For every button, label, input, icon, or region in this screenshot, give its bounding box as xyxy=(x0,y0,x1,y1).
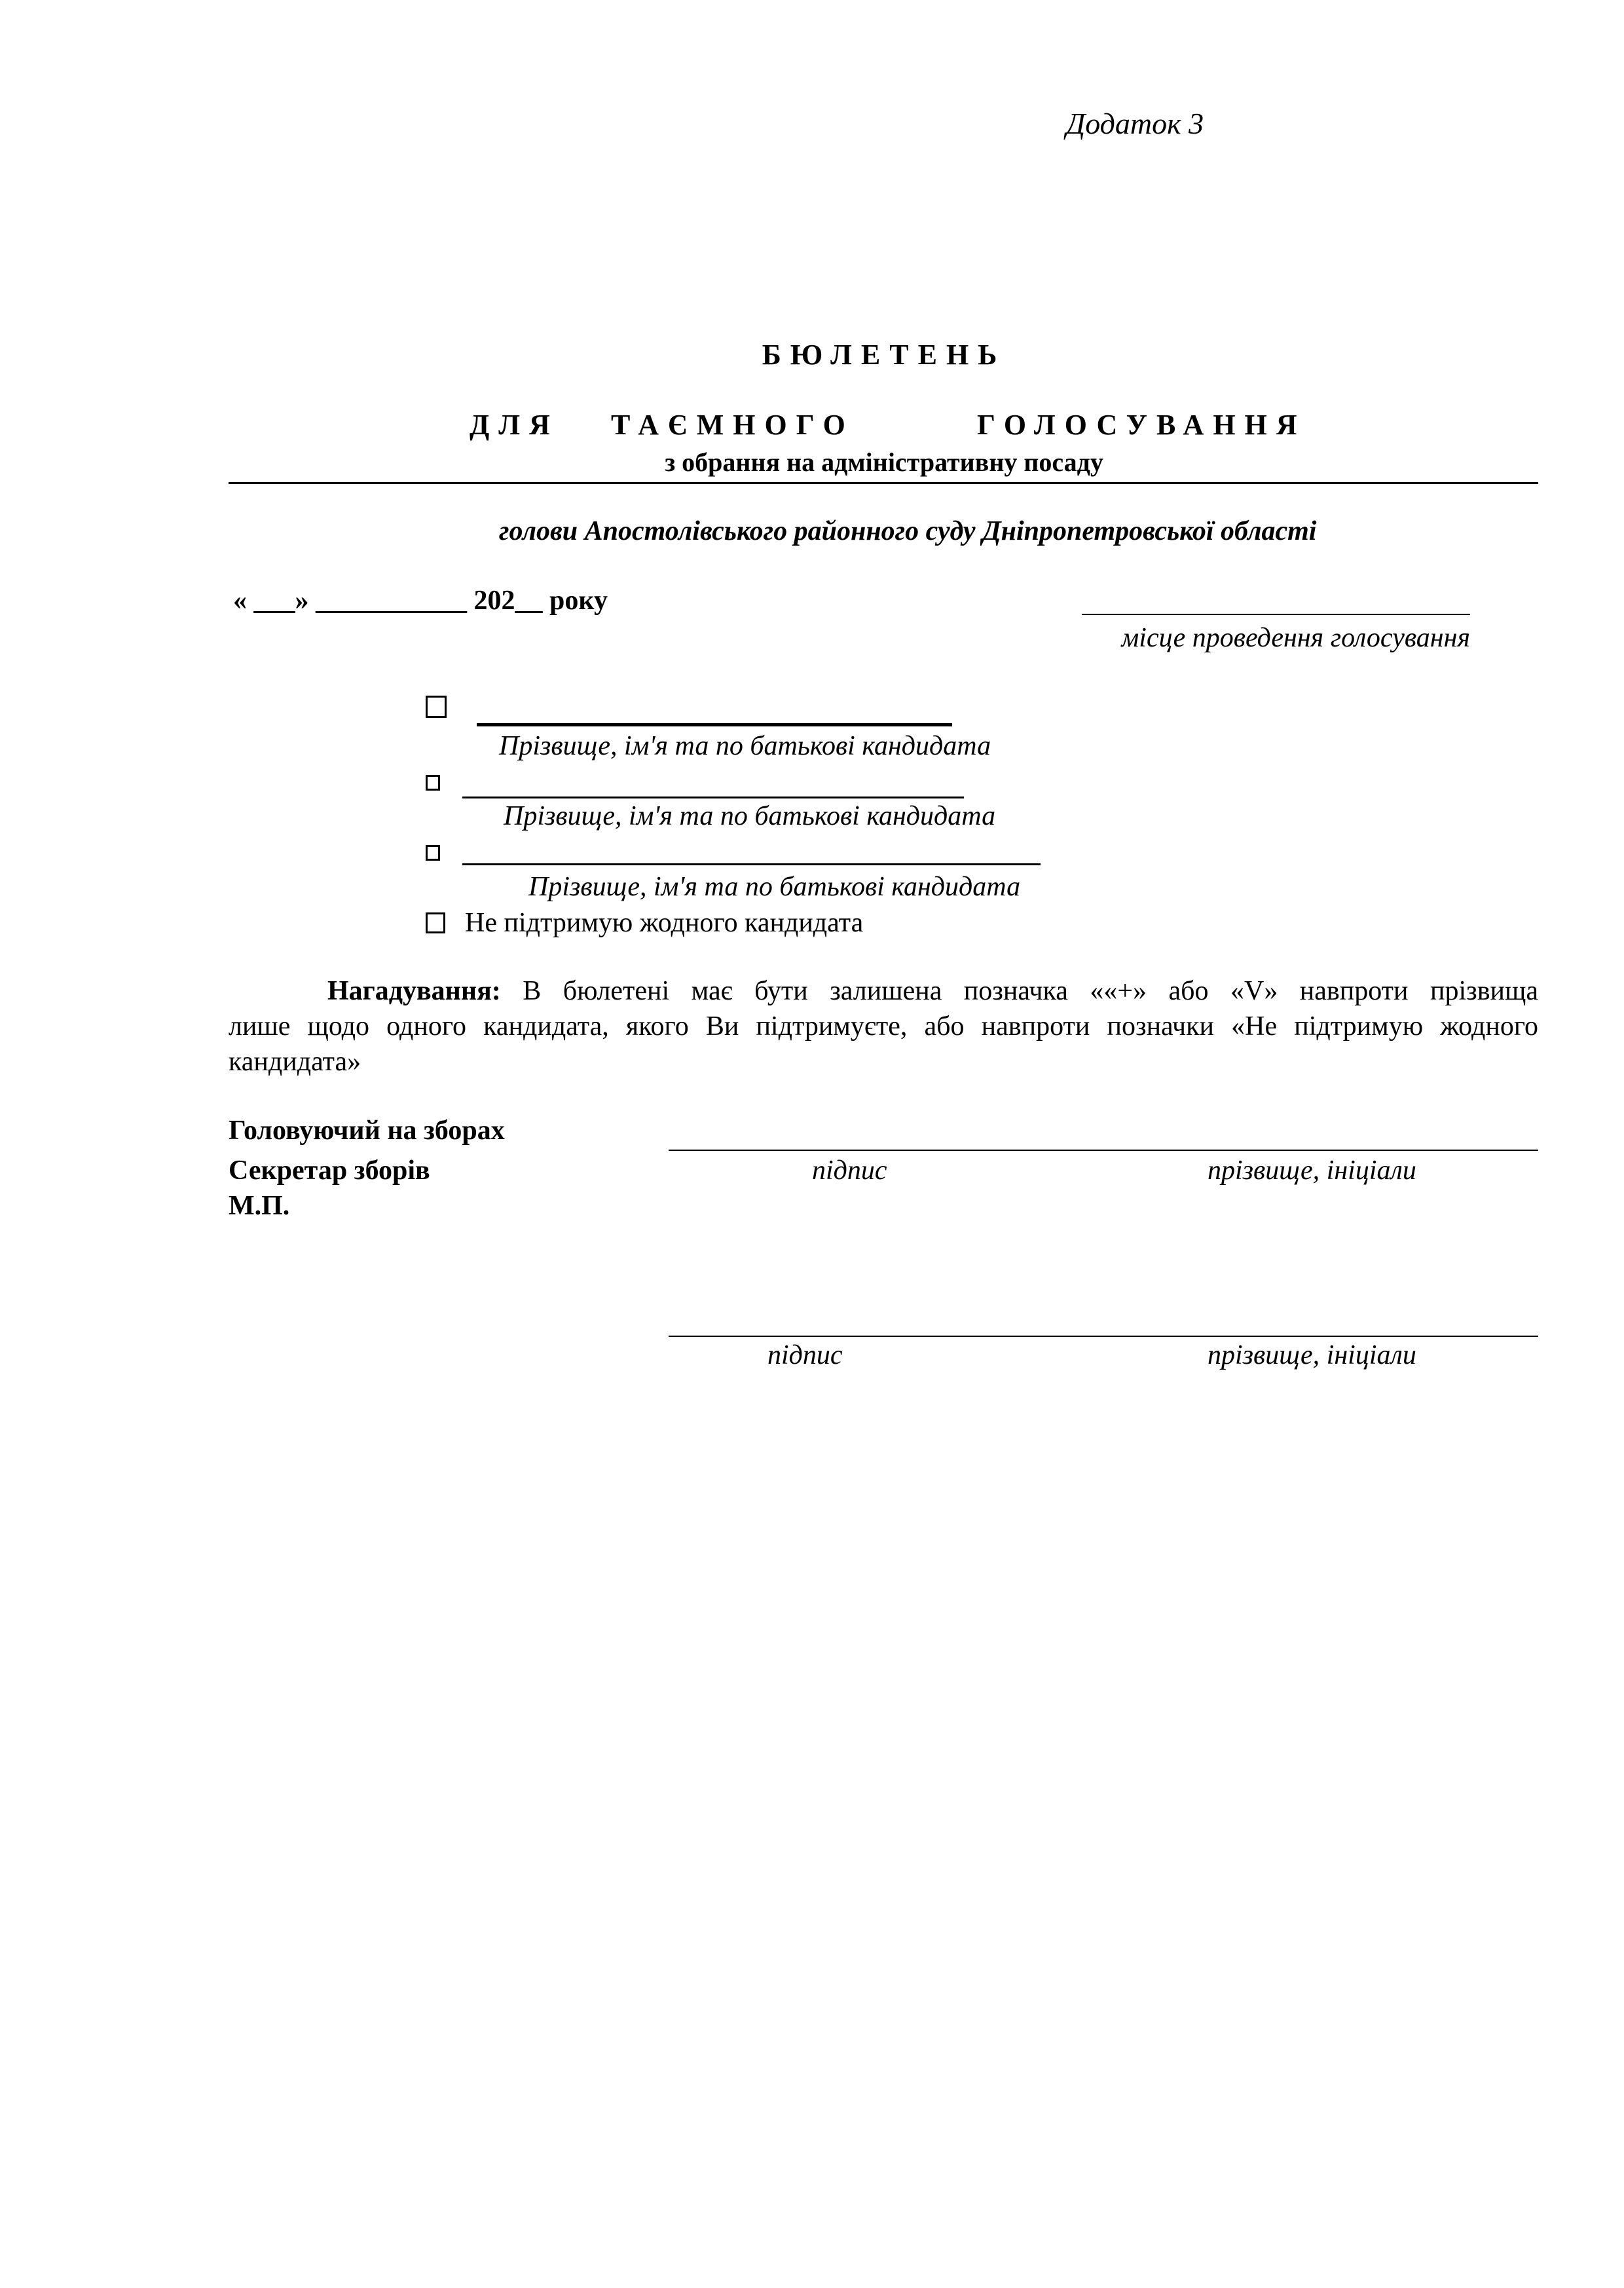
secretary-label: Секретар зборів xyxy=(229,1155,430,1186)
subtitle-word-1: ДЛЯ xyxy=(470,409,559,441)
place-field-line[interactable] xyxy=(1082,614,1470,615)
subtitle-word-3: ГОЛОСУВАННЯ xyxy=(977,409,1306,441)
date-year-word: року xyxy=(549,586,608,616)
candidate-2-checkbox[interactable] xyxy=(426,775,440,791)
date-year: 202__ xyxy=(473,586,543,616)
reminder-text-1: В бюлетені має бути залишена позначка ««+» або «V» навпроти прізвища xyxy=(523,976,1539,1006)
reminder-label: Нагадування: xyxy=(327,976,501,1006)
ballot-title: БЮЛЕТЕНЬ xyxy=(762,339,1006,371)
reminder-line-1 xyxy=(327,977,1538,1005)
date-field[interactable] xyxy=(233,587,608,614)
candidate-1-label: Прізвище, ім'я та по батькові кандидата xyxy=(499,731,991,761)
date-close-quote: » xyxy=(295,586,309,616)
candidate-3-checkbox[interactable] xyxy=(426,845,440,861)
date-month-blank: ___________ xyxy=(316,586,467,616)
secretary-signature-line[interactable] xyxy=(669,1336,1538,1337)
candidate-2-name-line[interactable] xyxy=(462,797,964,798)
reminder-line-2: лише щодо одного кандидата, якого Ви підтримуєте, або навпроти позначки «Не підтримую жодного xyxy=(229,1011,1538,1041)
reminder-line-3: кандидата» xyxy=(229,1047,361,1077)
candidate-1-checkbox[interactable] xyxy=(426,696,447,718)
none-option-label: Не підтримую жодного кандидата xyxy=(465,908,864,938)
subtitle-word-2: ТАЄМНОГО xyxy=(611,409,855,441)
candidate-3-label: Прізвище, ім'я та по батькові кандидата xyxy=(528,872,1021,902)
chair-sign-caption: підпис xyxy=(812,1155,887,1186)
subtitle-position-type: з обрання на адміністративну посаду xyxy=(665,447,1103,477)
date-open-quote: « xyxy=(233,586,247,616)
candidate-2-label: Прізвище, ім'я та по батькові кандидата xyxy=(504,801,996,831)
candidate-1-name-line[interactable] xyxy=(477,723,952,726)
chair-signature-line[interactable] xyxy=(669,1150,1538,1151)
stamp-label: М.П. xyxy=(229,1191,290,1221)
chair-name-caption: прізвище, ініціали xyxy=(1208,1155,1416,1186)
chair-label: Головуючий на зборах xyxy=(229,1116,505,1146)
header-divider xyxy=(229,482,1538,484)
candidate-3-name-line[interactable] xyxy=(462,863,1041,865)
appendix-label: Додаток 3 xyxy=(1066,107,1204,140)
none-option-checkbox[interactable] xyxy=(426,912,445,933)
secretary-name-caption: прізвище, ініціали xyxy=(1208,1340,1416,1370)
secretary-sign-caption: підпис xyxy=(767,1340,843,1370)
date-day-blank: ___ xyxy=(253,586,295,616)
place-label: місце проведення голосування xyxy=(1121,623,1470,653)
position-title: голови Апостолівського районного суду Дніпропетровської області xyxy=(499,516,1317,546)
